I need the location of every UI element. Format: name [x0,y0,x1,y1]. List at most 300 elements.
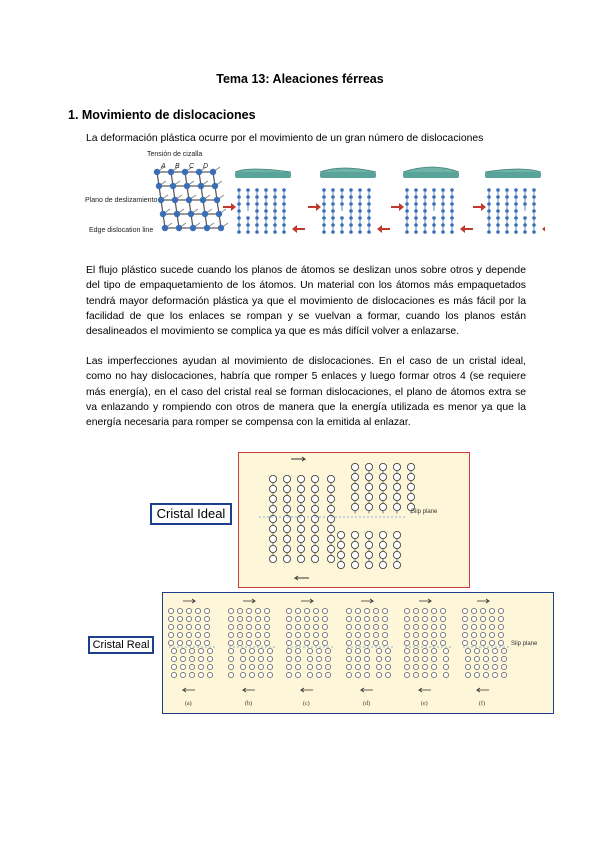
real-atom [171,648,176,653]
ideal-atom [297,495,304,502]
real-atom [316,656,321,661]
real-atom [249,672,254,677]
ideal-atom [393,473,400,480]
real-atom [168,632,173,637]
real-atom [364,648,369,653]
real-atom [462,632,467,637]
real-atom [177,632,182,637]
ideal-atom [379,463,386,470]
real-atom [304,608,309,613]
panel-atom [322,230,326,234]
ideal-atom [311,495,318,502]
real-atom [204,640,209,645]
shear-arrow-right [391,203,404,211]
real-atom [413,672,418,677]
shear-arrow-bottom [295,576,309,580]
panel-atom [282,230,286,234]
real-crystal-figure [162,592,554,714]
lattice-atom [190,225,196,231]
real-atom [325,664,330,669]
ideal-atom [365,473,372,480]
real-atom [413,624,418,629]
real-atom [313,608,318,613]
ideal-atom [351,561,358,568]
real-atom [286,656,291,661]
real-atom [207,648,212,653]
real-atom [258,648,263,653]
real-atom [168,608,173,613]
lattice-atom [214,197,220,203]
real-atom [443,648,448,653]
panel-label: (c) [303,701,310,707]
section-heading: 1. Movimiento de dislocaciones [68,108,256,122]
panel-atom [237,230,241,234]
real-atom [267,672,272,677]
real-atom [462,624,467,629]
real-atom [286,648,291,653]
real-atom [355,616,360,621]
real-atom [189,664,194,669]
real-atom [313,632,318,637]
real-atom [355,656,360,661]
real-atom [204,632,209,637]
real-atom [246,624,251,629]
ideal-atom [337,551,344,558]
real-atom [376,664,381,669]
ideal-atom [351,463,358,470]
real-atom [346,632,351,637]
ideal-atom [365,531,372,538]
real-atom [413,608,418,613]
real-atom [180,664,185,669]
real-atom [431,640,436,645]
ideal-atom [365,541,372,548]
real-atom [346,656,351,661]
real-atom [286,608,291,613]
ideal-atom [393,503,400,510]
lattice-atom [154,169,160,175]
panel-label: (d) [363,701,370,707]
real-atom [237,608,242,613]
panel-atom [264,230,268,234]
real-atom [355,624,360,629]
paragraph-1: El flujo plástico sucede cuando los planos de átomos se deslizan unos sobre otros y depende del tipo de empaquetamiento de los átomos. Un material con los átomos más empaquetados tendrá mayor deformación plástica ya que el movimiento de dislocaciones es más fácil por la facilidad de que los enlaces se rompan y se vuelvan a formar, cuando los planos están desalineados el movimiento se complica ya que es más difícil volver a enlazarse. [86,265,526,338]
panel-atom [358,230,362,234]
ideal-atom [351,473,358,480]
ideal-atom [269,495,276,502]
real-atom [198,656,203,661]
real-atom [413,616,418,621]
real-atom [489,624,494,629]
real-atom [382,616,387,621]
real-atom [307,672,312,677]
real-atom [237,616,242,621]
real-atom [443,672,448,677]
lattice-atom [186,197,192,203]
real-atom [385,648,390,653]
ideal-atom [407,483,414,490]
real-atom [264,624,269,629]
lattice-atom [200,197,206,203]
slip-block-wave [403,167,459,172]
real-atom [483,664,488,669]
real-atom [295,664,300,669]
ideal-atom [351,551,358,558]
real-atom [286,616,291,621]
real-atom [198,648,203,653]
real-atom [443,664,448,669]
real-atom [204,624,209,629]
real-atom [325,648,330,653]
panel-atom [367,230,371,234]
real-atom [171,656,176,661]
real-atom [413,640,418,645]
panel-arrow-top [301,599,313,603]
real-atom [346,640,351,645]
real-atom [440,640,445,645]
label-plane: Plano de deslizamiento [85,197,158,204]
real-atom [480,624,485,629]
slip-block-wave [485,169,541,172]
ideal-atom [311,475,318,482]
real-atom [316,664,321,669]
real-atom [373,616,378,621]
ideal-atom [283,475,290,482]
real-atom [376,656,381,661]
real-atom [474,664,479,669]
real-atom [492,672,497,677]
ideal-atom [311,485,318,492]
ideal-atom [311,515,318,522]
real-atom [422,632,427,637]
slip-block [235,172,291,178]
panel-atom [505,230,509,234]
real-atom [364,632,369,637]
real-atom [489,608,494,613]
panel-atom [255,230,259,234]
real-atom [404,608,409,613]
ideal-atom [393,561,400,568]
intro-text: La deformación plástica ocurre por el movimiento de un gran número de dislocaciones [86,133,484,144]
real-atom [189,656,194,661]
panel-atom [487,230,491,234]
real-atom [404,624,409,629]
real-atom [501,656,506,661]
shear-arrow-left [542,225,545,233]
shear-arrow-right [473,203,486,211]
ideal-atom [393,531,400,538]
lattice-atom [156,183,162,189]
real-atom [322,632,327,637]
real-atom [373,632,378,637]
column-label: C [189,163,195,170]
real-atom [316,672,321,677]
real-atom [431,672,436,677]
real-atom [304,624,309,629]
real-crystal-svg [163,593,552,712]
lattice-atom [210,169,216,175]
real-atom [440,624,445,629]
ideal-crystal-figure [238,452,470,588]
real-atom [364,672,369,677]
ideal-atom [327,505,334,512]
lattice-atom [182,169,188,175]
real-atom [413,664,418,669]
real-atom [471,616,476,621]
panel-arrow-bottom [477,688,489,692]
real-atom [431,624,436,629]
real-atom [168,624,173,629]
ideal-atom [297,515,304,522]
real-atom [180,656,185,661]
real-atom [465,648,470,653]
dislocation-figure [85,150,545,250]
real-atom [322,640,327,645]
slip-block [320,172,376,178]
real-atom [413,632,418,637]
ideal-atom [269,545,276,552]
panel-arrow-top [477,599,489,603]
real-atom [228,672,233,677]
real-atom [246,632,251,637]
real-atom [489,632,494,637]
real-atom [440,608,445,613]
real-atom [440,616,445,621]
real-atom [501,648,506,653]
real-atom [474,656,479,661]
real-atom [474,648,479,653]
ideal-atom [269,535,276,542]
real-atom [364,664,369,669]
ideal-atom [297,535,304,542]
real-atom [168,640,173,645]
paragraph-2: Las imperfecciones ayudan al movimiento de dislocaciones. En el caso de un cristal ideal, como no hay dislocaciones, habría que romper 5 enlaces y luego formar otros 4 (se requiere más energía), en el caso del cristal real se forman dislocaciones, el plano de átomos extra se va enlazando y rompiendo con otros de manera que la energía utilizada es menor ya que la energía necesaria para romper se compensa con la emitida al enlazar. [86,356,526,429]
ideal-atom [393,551,400,558]
real-atom [413,656,418,661]
real-atom [404,656,409,661]
real-atom [483,672,488,677]
real-atom [295,648,300,653]
real-atom [431,616,436,621]
ideal-atom [407,463,414,470]
panel-label: (a) [185,701,192,707]
ideal-atom [365,561,372,568]
panel-label: (b) [245,701,252,707]
lattice-atom [216,211,222,217]
real-atom [195,632,200,637]
panel-atom [514,230,518,234]
label-edge: Edge dislocation line [89,227,154,234]
column-label: B [175,163,180,170]
lattice-atom [212,183,218,189]
real-atom [195,624,200,629]
real-atom [177,616,182,621]
real-atom [346,616,351,621]
real-atom [355,608,360,613]
ideal-atom [311,555,318,562]
ideal-atom [283,515,290,522]
real-atom [295,624,300,629]
panel-arrow-bottom [301,688,313,692]
real-atom [228,624,233,629]
real-atom [346,624,351,629]
real-atom [480,632,485,637]
real-atom [462,640,467,645]
panel-atom [523,230,527,234]
ideal-atom [365,551,372,558]
real-atom [186,640,191,645]
ideal-atom [393,541,400,548]
ideal-atom [351,493,358,500]
real-atom [382,608,387,613]
ideal-atom [351,503,358,510]
real-atom [237,624,242,629]
real-atom [246,616,251,621]
real-atom [228,656,233,661]
ideal-atom [393,493,400,500]
real-atom [204,616,209,621]
panel-arrow-bottom [419,688,431,692]
real-atom [313,640,318,645]
ideal-atom [337,531,344,538]
real-atom [422,624,427,629]
real-atom [422,672,427,677]
panel-arrow-top [361,599,373,603]
real-atom [480,640,485,645]
ideal-atom [269,555,276,562]
panel-arrow-top [243,599,255,603]
panel-arrow-bottom [183,688,195,692]
real-atom [186,608,191,613]
real-atom [186,624,191,629]
real-atom [404,664,409,669]
ideal-atom [393,483,400,490]
ideal-atom [283,485,290,492]
real-atom [246,608,251,613]
dislocation-panels [223,167,545,234]
real-atom [431,656,436,661]
real-atom [228,664,233,669]
ideal-atom [379,503,386,510]
lattice-atom [198,183,204,189]
real-atom [346,648,351,653]
real-atom [355,640,360,645]
real-atom [462,608,467,613]
slip-block-wave [320,168,376,172]
real-atom [422,640,427,645]
real-atom [304,632,309,637]
real-atom [422,648,427,653]
ideal-atom [327,485,334,492]
panel-atom [496,230,500,234]
real-atom [258,664,263,669]
real-atom [501,664,506,669]
real-atom [373,608,378,613]
ideal-atom [311,525,318,532]
real-atom [322,608,327,613]
ideal-atom [283,495,290,502]
real-atom [267,648,272,653]
ideal-crystal-label: Cristal Ideal [150,503,232,525]
real-atom [480,616,485,621]
real-atom [316,648,321,653]
panel-atom [273,230,277,234]
real-atom [404,672,409,677]
ideal-atom [327,545,334,552]
page-title: Tema 13: Aleaciones férreas [216,72,384,86]
real-atom [471,624,476,629]
real-atom [228,608,233,613]
real-atom [180,648,185,653]
panel-arrow-top [183,599,195,603]
ideal-atom [283,555,290,562]
slip-block-wave [235,169,291,172]
column-labels [160,163,208,170]
slip-block [485,172,541,178]
panel-arrow-top [419,599,431,603]
real-atom [431,648,436,653]
real-atom [255,616,260,621]
ideal-atom [351,541,358,548]
real-atom [207,656,212,661]
real-atom [258,672,263,677]
real-atom [255,632,260,637]
ideal-atom [379,473,386,480]
lattice-atom [188,211,194,217]
ideal-atom [283,535,290,542]
ideal-atom [407,493,414,500]
real-atom [240,648,245,653]
real-atom [376,672,381,677]
panel-arrow-bottom [243,688,255,692]
ideal-atom [393,463,400,470]
real-atom [471,608,476,613]
real-atom [431,608,436,613]
real-atom [249,656,254,661]
real-atom [498,640,503,645]
lattice-atom [162,225,168,231]
ideal-atom [283,525,290,532]
real-atom [267,664,272,669]
real-atom [462,616,467,621]
real-atom [249,664,254,669]
panel-atom [405,230,409,234]
real-atom [483,656,488,661]
column-label: D [203,163,209,170]
real-atom [171,672,176,677]
real-atom [304,640,309,645]
panel-atom [331,230,335,234]
real-atom [186,616,191,621]
label-shear: Tensión de cizalla [147,151,203,158]
ideal-atom [365,483,372,490]
shear-arrow-right [308,203,321,211]
real-atom [286,632,291,637]
ideal-atom [365,503,372,510]
real-atom [177,624,182,629]
real-atom [307,648,312,653]
real-atom [237,640,242,645]
ideal-atom [379,551,386,558]
real-atom [422,608,427,613]
real-atom [376,648,381,653]
ideal-atom [297,485,304,492]
real-atom [186,632,191,637]
real-atom [195,616,200,621]
ideal-atom [269,525,276,532]
real-atom [240,672,245,677]
panel-atom [532,230,536,234]
